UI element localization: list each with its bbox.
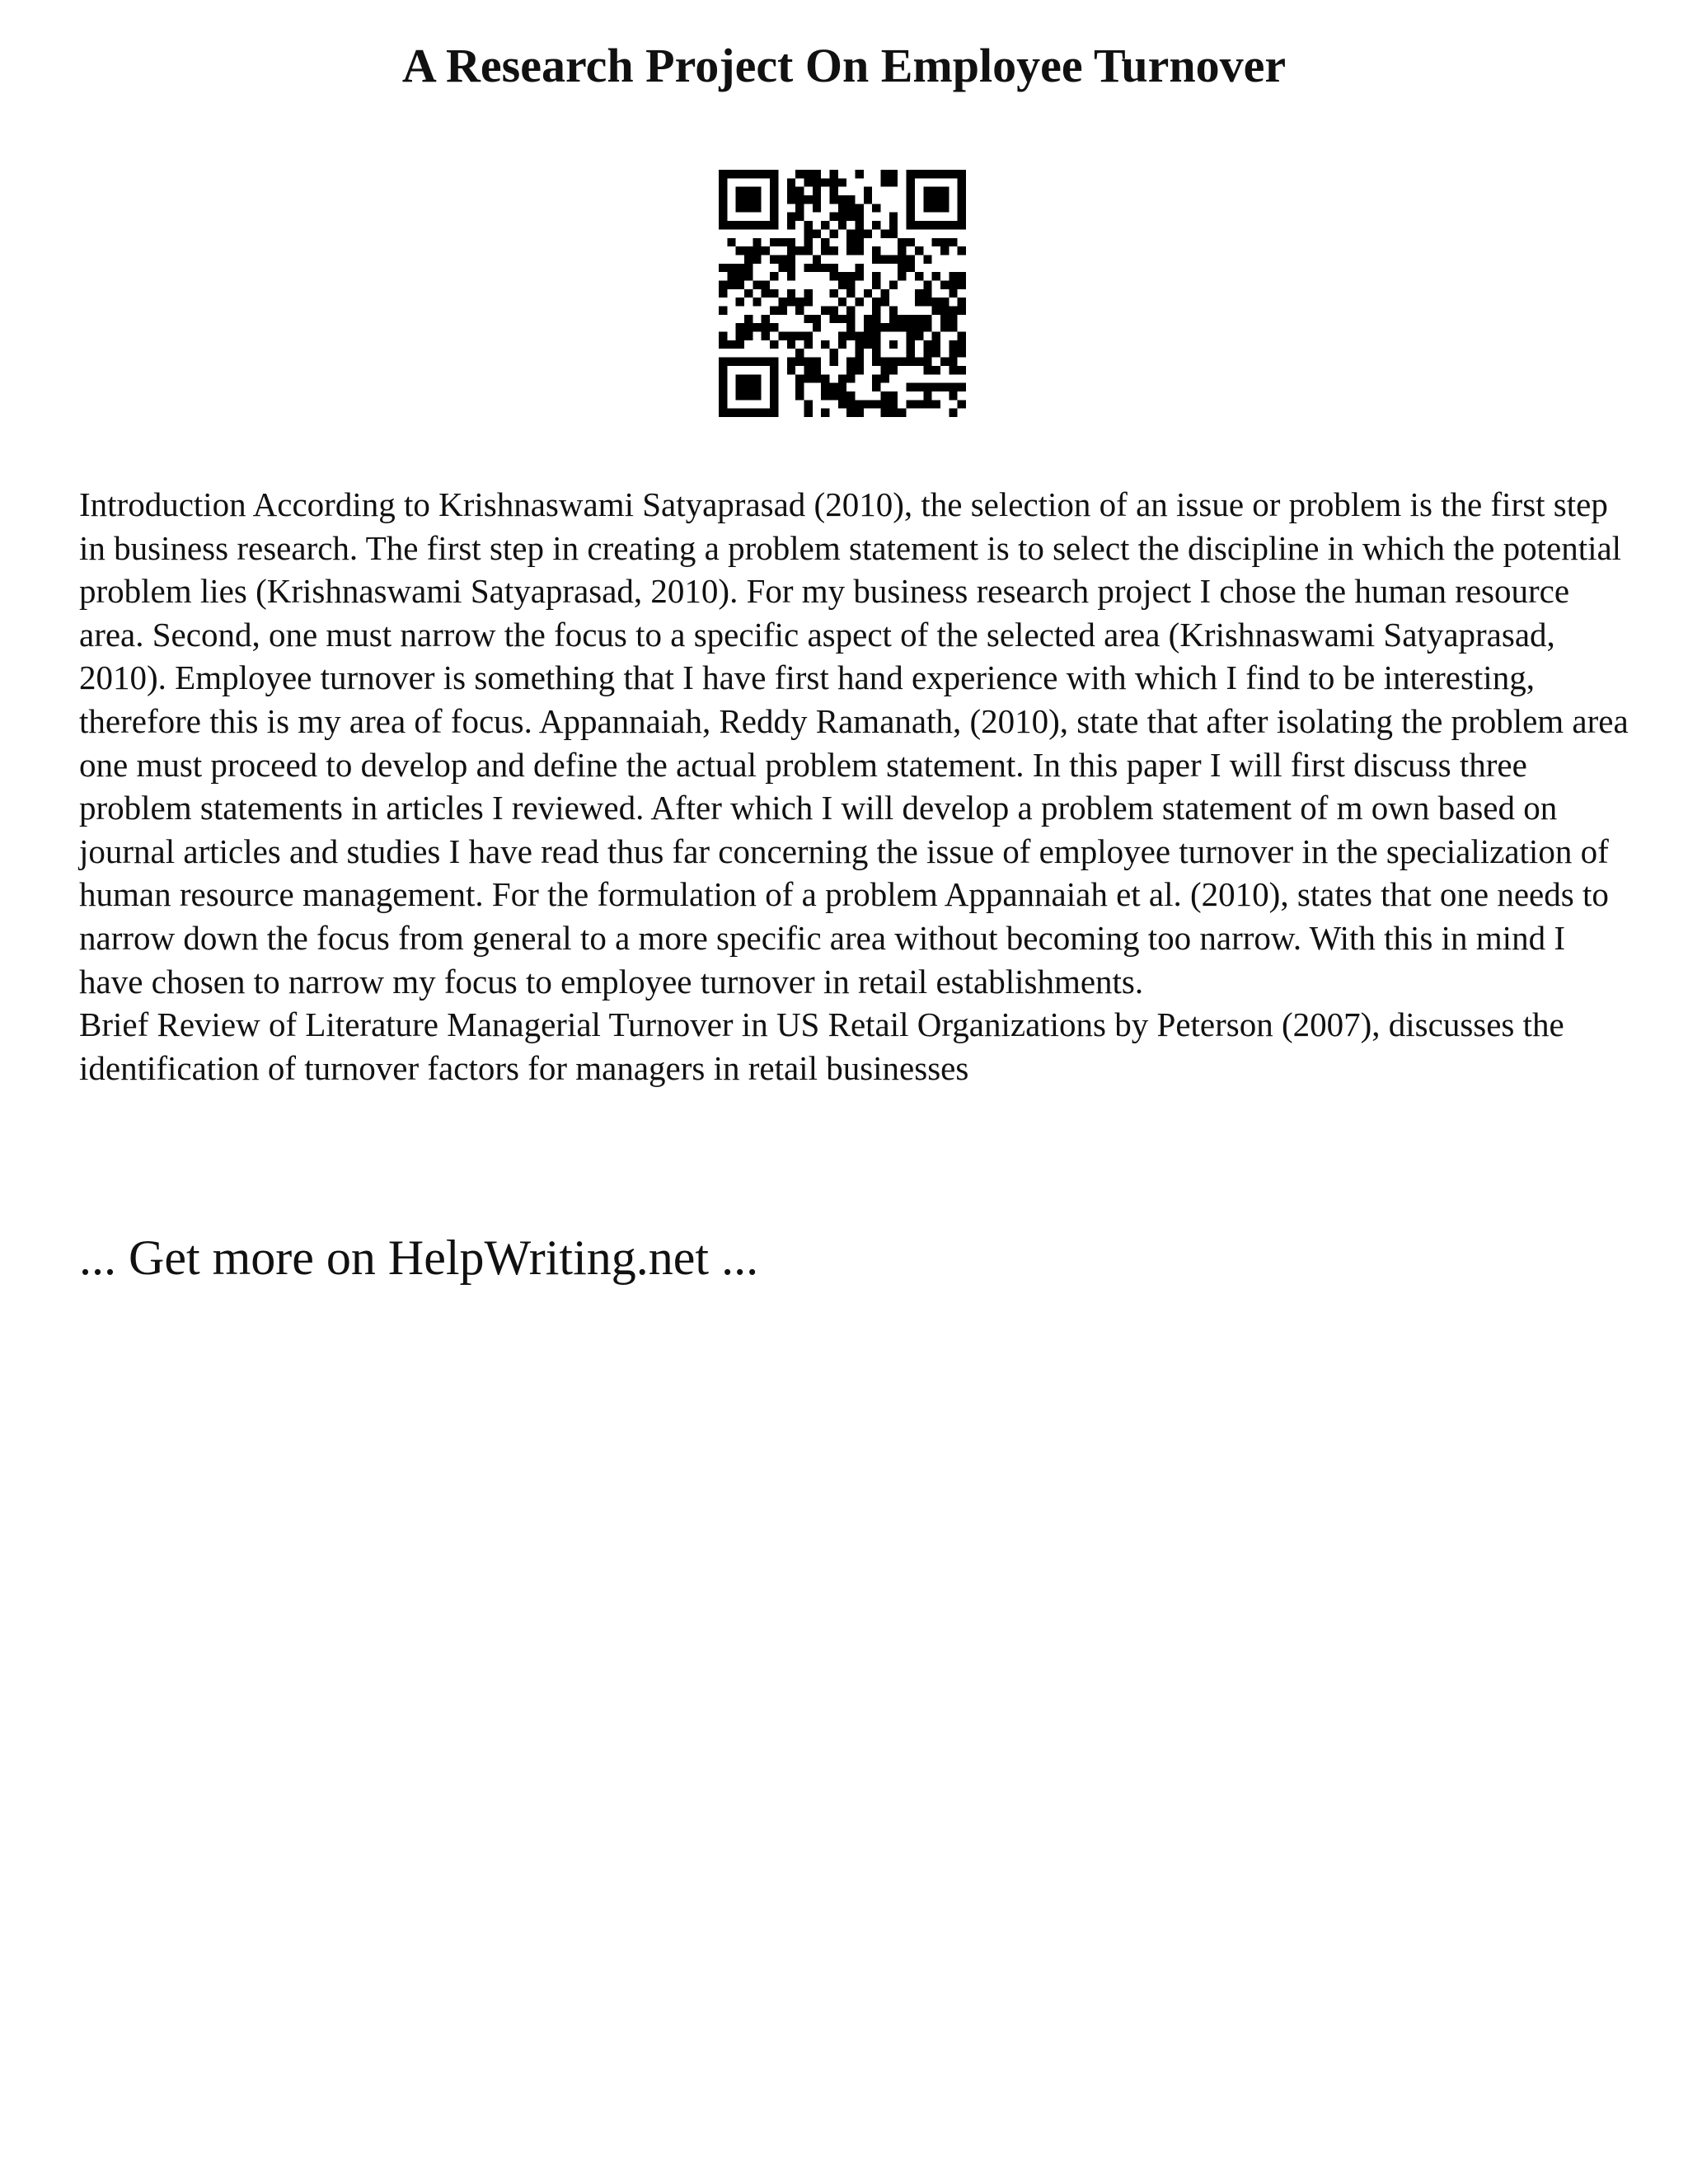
- qr-code-graphic: [719, 170, 966, 417]
- paragraph-introduction: Introduction According to Krishnaswami Satyaprasad (2010), the selection of an issue or problem is the first step in business research. The first step in creating a problem statement is to select the discipline in which the potential problem lies (Krishnaswami Satyaprasad, 2010). For my business research project I chose the human resource area. Second, one must narrow the focus to a specific aspect of the selected area (Krishnaswami Satyaprasad, 2010). Employee turnover is something that I have first hand experience with which I find to be interesting, therefore this is my area of focus. Appannaiah, Reddy Ramanath, (2010), state that after isolating the problem area one must proceed to develop and define the actual problem statement. In this paper I will first discuss three problem statements in articles I reviewed. After which I will develop a problem statement of m own based on journal articles and studies I have read thus far concerning the issue of employee turnover in the specialization of human resource management. For the formulation of a problem Appannaiah et al. (2010), states that one needs to narrow down the focus from general to a more specific area without becoming too narrow. With this in mind I have chosen to narrow my focus to employee turnover in retail establishments.: [79, 485, 1629, 1001]
- get-more-link[interactable]: ... Get more on HelpWriting.net ...: [79, 1230, 759, 1285]
- document-title: A Research Project On Employee Turnover: [401, 39, 1287, 92]
- paragraph-literature-review: Brief Review of Literature Managerial Turnover in US Retail Organizations by Peterson (2007), discusses the identification of turnover factors for managers in retail businesses: [79, 1005, 1564, 1087]
- document-body: [79, 483, 1629, 1090]
- qr-code-icon: [719, 170, 966, 417]
